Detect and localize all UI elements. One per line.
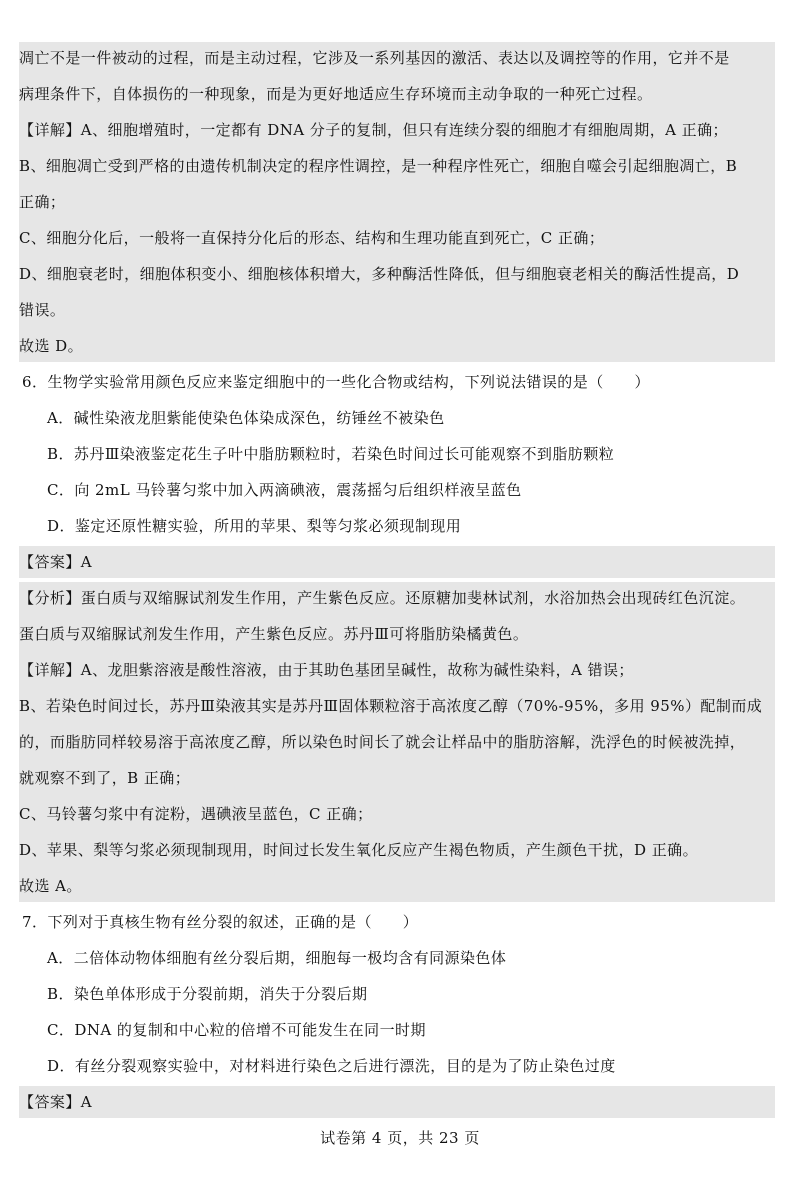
question-7-option-a: A．二倍体动物体细胞有丝分裂后期，细胞每一极均含有同源染色体 [47,949,507,967]
text-line: 凋亡不是一件被动的过程，而是主动过程，它涉及一系列基因的激活、表达以及调控等的作用，它并不是 [19,49,730,67]
text-line: 【详解】A、龙胆紫溶液是酸性溶液，由于其助色基团呈碱性，故称为碱性染料，A 错误； [19,661,634,679]
text-line: 就观察不到了，B 正确； [19,769,191,787]
text-line: 正确； [19,193,66,211]
text-line: C、马铃薯匀浆中有淀粉，遇碘液呈蓝色，C 正确； [19,805,373,823]
answer-6-text: 【答案】A [19,553,93,571]
answer-7-text: 【答案】A [19,1093,93,1111]
question-6-option-d: D．鉴定还原性糖实验，所用的苹果、梨等匀浆必须现制现用 [47,517,462,535]
text-line: D、苹果、梨等匀浆必须现制现用，时间过长发生氧化反应产生褐色物质，产生颜色干扰，D 正确。 [19,841,699,859]
question-7-option-c: C．DNA 的复制和中心粒的倍增不可能发生在同一时期 [47,1021,426,1039]
text-line: D、细胞衰老时，细胞体积变小、细胞核体积增大，多种酶活性降低，但与细胞衰老相关的酶活性提高，D [19,265,740,283]
question-6-option-a: A．碱性染液龙胆紫能使染色体染成深色，纺锤丝不被染色 [47,409,445,427]
text-line: 故选 A。 [19,877,82,895]
text-line: 【详解】A、细胞增殖时，一定都有 DNA 分子的复制，但只有连续分裂的细胞才有细胞周期，A 正确； [19,121,729,139]
explanation-block-1 [19,42,775,362]
answer-7-block [19,1086,775,1118]
text-line: 蛋白质与双缩脲试剂发生作用，产生紫色反应。苏丹Ⅲ可将脂肪染橘黄色。 [19,625,529,643]
text-line: B、若染色时间过长，苏丹Ⅲ染液其实是苏丹Ⅲ固体颗粒溶于高浓度乙醇（70%-95%，多用 95%）配制而成 [19,697,763,715]
text-line: 的，而脂肪同样较易溶于高浓度乙醇，所以染色时间长了就会让样品中的脂肪溶解，洗浮色的时候被洗掉， [19,733,746,751]
question-7-option-b: B．染色单体形成于分裂前期，消失于分裂后期 [47,985,368,1003]
text-line: 错误。 [19,301,66,319]
page-footer: 试卷第 4 页，共 23 页 [320,1129,480,1147]
explanation-block-2 [19,582,775,902]
text-line: B、细胞凋亡受到严格的由遗传机制决定的程序性调控，是一种程序性死亡，细胞自噬会引起细胞凋亡，B [19,157,738,175]
text-line: 故选 D。 [19,337,84,355]
question-6-option-c: C．向 2mL 马铃薯匀浆中加入两滴碘液，震荡摇匀后组织样液呈蓝色 [47,481,522,499]
question-7-stem: 7．下列对于真核生物有丝分裂的叙述，正确的是（ ） [22,913,419,931]
question-6-stem: 6．生物学实验常用颜色反应来鉴定细胞中的一些化合物或结构，下列说法错误的是（ ） [22,373,650,391]
answer-6-block [19,546,775,578]
text-line: 【分析】蛋白质与双缩脲试剂发生作用，产生紫色反应。还原糖加斐林试剂，水浴加热会出现砖红色沉淀。 [19,589,746,607]
text-line: C、细胞分化后，一般将一直保持分化后的形态、结构和生理功能直到死亡，C 正确； [19,229,605,247]
question-6-option-b: B．苏丹Ⅲ染液鉴定花生子叶中脂肪颗粒时，若染色时间过长可能观察不到脂肪颗粒 [47,445,615,463]
text-line: 病理条件下，自体损伤的一种现象，而是为更好地适应生存环境而主动争取的一种死亡过程。 [19,85,653,103]
question-7-option-d: D．有丝分裂观察实验中，对材料进行染色之后进行漂洗，目的是为了防止染色过度 [47,1057,616,1075]
